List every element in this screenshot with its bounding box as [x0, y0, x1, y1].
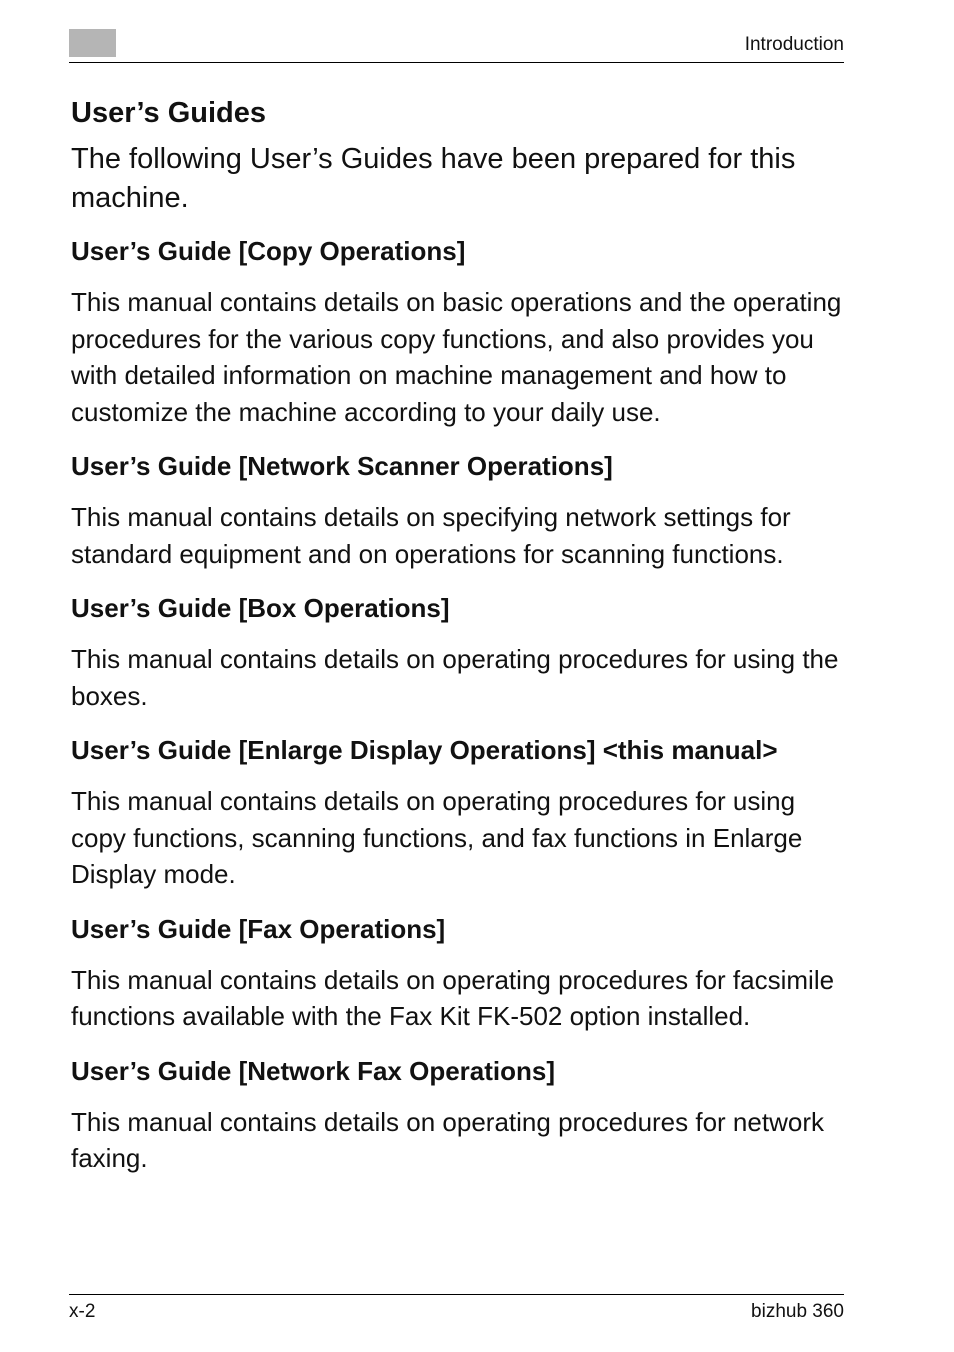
- section-intro: The following User’s Guides have been prepared for this machine.: [71, 143, 796, 214]
- guide-title-enlarge-display: User’s Guide [Enlarge Display Operations] <this manual>: [71, 735, 778, 765]
- guide-desc-copy: This manual contains details on basic operations and the operating procedures for the various copy functions, and also provides you with detailed information on machine management and how to customize the machine according to your daily use.: [71, 287, 842, 427]
- section-title: User’s Guides: [71, 97, 267, 129]
- header-chapter-title: Introduction: [744, 34, 844, 55]
- header-tab-marker: [69, 29, 116, 57]
- guide-title-copy: User’s Guide [Copy Operations]: [71, 236, 466, 266]
- guide-title-box: User’s Guide [Box Operations]: [71, 593, 450, 623]
- guide-title-fax: User’s Guide [Fax Operations]: [71, 913, 446, 944]
- guide-title-network-fax: User’s Guide [Network Fax Operations]: [71, 1055, 556, 1086]
- guide-title-network-scanner: User’s Guide [Network Scanner Operations]: [71, 451, 613, 481]
- page-content: [71, 90, 851, 1177]
- guide-desc-network-fax: This manual contains details on operating procedures for network faxing.: [71, 1106, 824, 1173]
- guide-desc-network-scanner: This manual contains details on specifying network settings for standard equipment and on operations for scanning functions.: [71, 502, 791, 569]
- page-number: x-2: [69, 1301, 96, 1322]
- guide-desc-box: This manual contains details on operating procedures for using the boxes.: [71, 644, 839, 711]
- guide-desc-enlarge-display: This manual contains details on operating procedures for using copy functions, scanning functions, and fax functions in Enlarge Display mode.: [71, 786, 803, 889]
- guide-desc-fax: This manual contains details on operating procedures for facsimile functions available with the Fax Kit FK-502 option installed.: [71, 964, 835, 1031]
- product-name: bizhub 360: [751, 1301, 844, 1322]
- footer-divider: [69, 1294, 844, 1295]
- header-divider: [69, 62, 844, 63]
